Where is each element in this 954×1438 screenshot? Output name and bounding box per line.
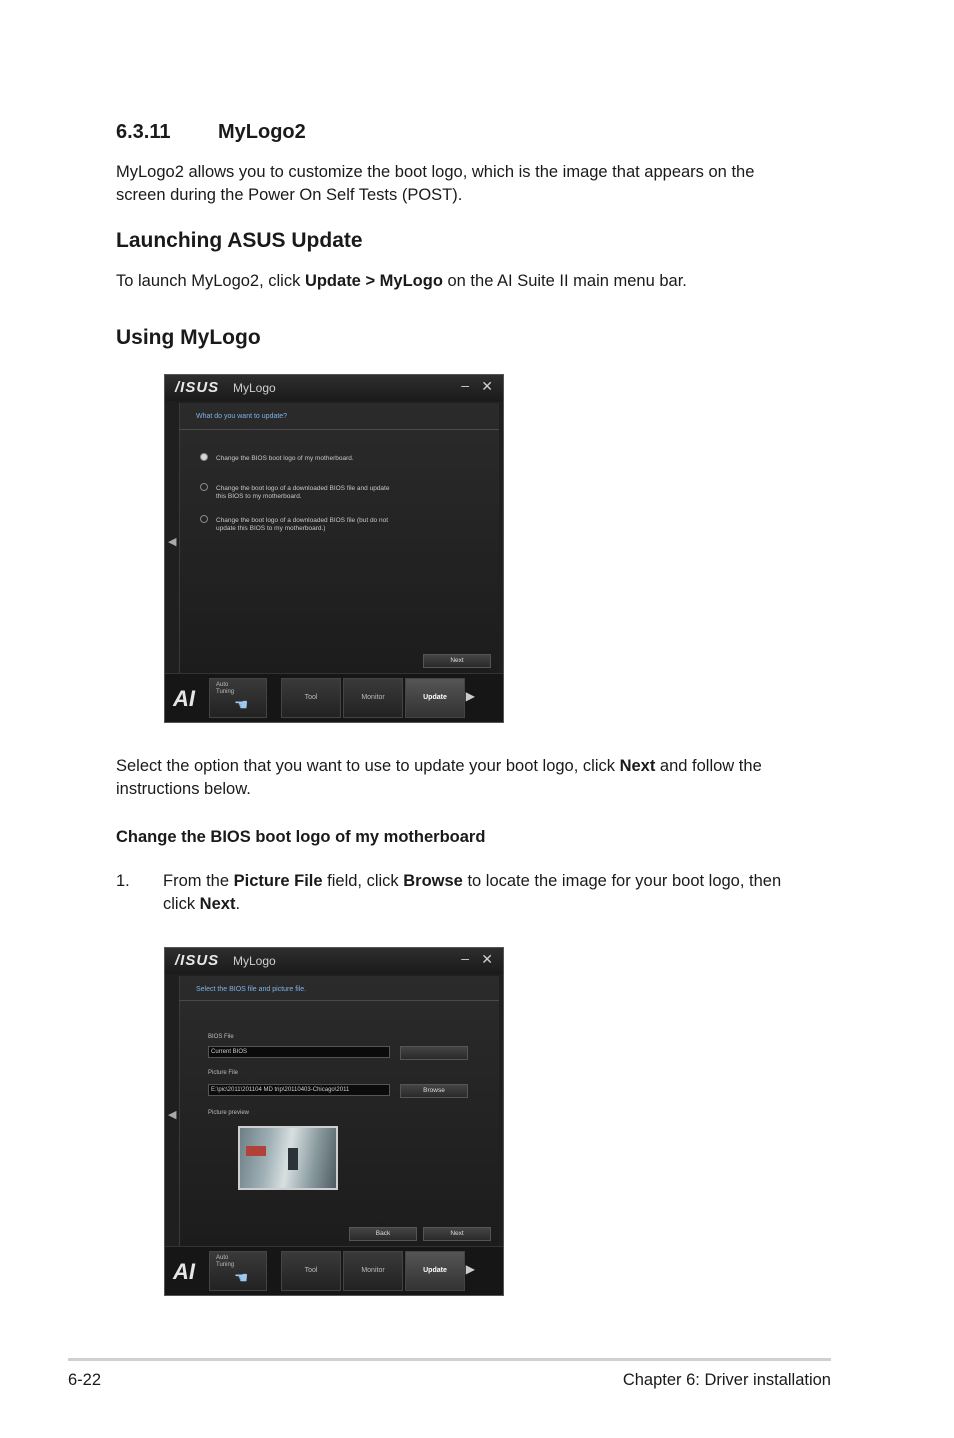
content-panel (179, 403, 499, 674)
preview-doorway (288, 1148, 298, 1170)
next-button[interactable]: Next (423, 1227, 491, 1241)
update-prompt: What do you want to update? (196, 413, 288, 420)
browse-button[interactable]: Browse (400, 1084, 468, 1098)
chevron-right-icon[interactable]: ▶ (465, 1262, 475, 1276)
launching-text-pre: To launch MyLogo2, click (116, 272, 305, 290)
tab-tool[interactable]: Tool (281, 678, 341, 718)
section-number: 6.3.11 (116, 121, 171, 143)
mylogo-window-2 (164, 947, 504, 1296)
next-button[interactable]: Next (423, 654, 491, 668)
launching-paragraph (116, 270, 836, 293)
auto-tuning-button[interactable] (209, 678, 267, 718)
asus-logo: /ISUS (175, 952, 220, 969)
window-title: MyLogo (233, 954, 276, 968)
browse-term: Browse (403, 872, 463, 890)
intro-line-2: screen during the Power On Self Tests (POST). (116, 186, 463, 204)
select-text-line-2: instructions below. (116, 780, 251, 798)
window-title: MyLogo (233, 381, 276, 395)
step-1-text-b: field, click (322, 872, 404, 890)
select-text-pre: Select the option that you want to use to update your boot logo, click (116, 757, 620, 775)
ai-suite-logo[interactable]: AI (173, 1259, 195, 1284)
window-titlebar (165, 375, 503, 401)
option-3-label-1: Change the boot logo of a downloaded BIOS file (but do not (216, 517, 389, 524)
tab-tool[interactable]: Tool (281, 1251, 341, 1291)
using-heading: Using MyLogo (116, 326, 261, 349)
preview-sign (246, 1146, 266, 1156)
chevron-left-icon[interactable]: ◀ (168, 1109, 177, 1121)
option-change-downloaded-and-update[interactable] (200, 483, 389, 501)
chapter-title: Chapter 6: Driver installation (622, 1371, 831, 1389)
option-2-label-1: Change the boot logo of a downloaded BIOS file and update (216, 485, 390, 492)
option-change-bios-logo[interactable] (200, 453, 354, 463)
chevron-right-icon[interactable]: ▶ (465, 689, 475, 703)
select-text-post: and follow the (655, 757, 762, 775)
next-term: Next (199, 895, 236, 913)
tab-update[interactable]: Update (405, 678, 465, 718)
back-button[interactable]: Back (349, 1227, 417, 1241)
radio-icon[interactable] (200, 483, 208, 491)
section-title: MyLogo2 (218, 121, 306, 143)
ai-suite-menubar (165, 673, 503, 722)
bios-file-field[interactable]: Current BIOS (208, 1046, 390, 1058)
launching-text-bold: Update > MyLogo (304, 272, 443, 290)
divider (179, 1000, 499, 1001)
option-3-label-2: update this BIOS to my motherboard.) (216, 525, 326, 532)
option-1-label: Change the BIOS boot logo of my motherboard. (216, 455, 354, 462)
minimize-icon[interactable]: – (461, 377, 469, 393)
picture-preview-label: Picture preview (208, 1110, 250, 1116)
auto-tuning-label: Auto Tuning (216, 1255, 235, 1268)
select-paragraph (116, 755, 836, 801)
change-bios-heading: Change the BIOS boot logo of my motherboard (116, 828, 486, 846)
radio-selected-icon[interactable] (200, 453, 208, 461)
radio-icon[interactable] (200, 515, 208, 523)
tab-update[interactable]: Update (405, 1251, 465, 1291)
launching-text-post: on the AI Suite II main menu bar. (442, 272, 687, 290)
tab-monitor[interactable]: Monitor (343, 1251, 403, 1291)
pointer-hand-icon: ☚ (234, 1270, 249, 1287)
bios-browse-button[interactable] (400, 1046, 468, 1060)
step-1-text (163, 870, 843, 916)
pointer-hand-icon: ☚ (234, 697, 249, 714)
chevron-left-icon[interactable]: ◀ (168, 536, 177, 548)
content-panel (179, 976, 499, 1247)
select-files-prompt: Select the BIOS file and picture file. (196, 986, 307, 993)
asus-logo: /ISUS (175, 379, 220, 396)
picture-preview-image (238, 1126, 338, 1190)
footer-divider (68, 1358, 831, 1361)
ai-suite-logo[interactable]: AI (173, 686, 195, 711)
auto-tuning-label: Auto Tuning (216, 682, 235, 695)
intro-paragraph (116, 161, 816, 207)
option-2-label-2: this BIOS to my motherboard. (216, 493, 302, 500)
ai-suite-menubar (165, 1246, 503, 1295)
close-icon[interactable]: ✕ (481, 951, 493, 967)
close-icon[interactable]: ✕ (481, 378, 493, 394)
step-1-text-c: to locate the image for your boot logo, then (462, 872, 782, 890)
step-1-number: 1. (116, 872, 130, 890)
picture-file-term: Picture File (233, 872, 323, 890)
divider (179, 429, 499, 430)
picture-file-label: Picture File (208, 1070, 239, 1076)
launching-heading: Launching ASUS Update (116, 229, 363, 252)
select-text-bold: Next (619, 757, 656, 775)
mylogo-window-1 (164, 374, 504, 723)
tab-monitor[interactable]: Monitor (343, 678, 403, 718)
step-1-text-a: From the (163, 872, 234, 890)
window-titlebar (165, 948, 503, 974)
option-change-downloaded-no-update[interactable] (200, 515, 388, 533)
intro-line-1: MyLogo2 allows you to customize the boot logo, which is the image that appears on the (116, 163, 755, 181)
bios-file-label: BIOS File (208, 1034, 234, 1040)
step-1-text-e: . (235, 895, 241, 913)
step-1-text-d: click (163, 895, 200, 913)
picture-file-field[interactable]: E:\pic\2011\201104 MD trip\20110403-Chicago\2011 (208, 1084, 390, 1096)
minimize-icon[interactable]: – (461, 950, 469, 966)
page-number: 6-22 (68, 1371, 102, 1389)
auto-tuning-button[interactable] (209, 1251, 267, 1291)
